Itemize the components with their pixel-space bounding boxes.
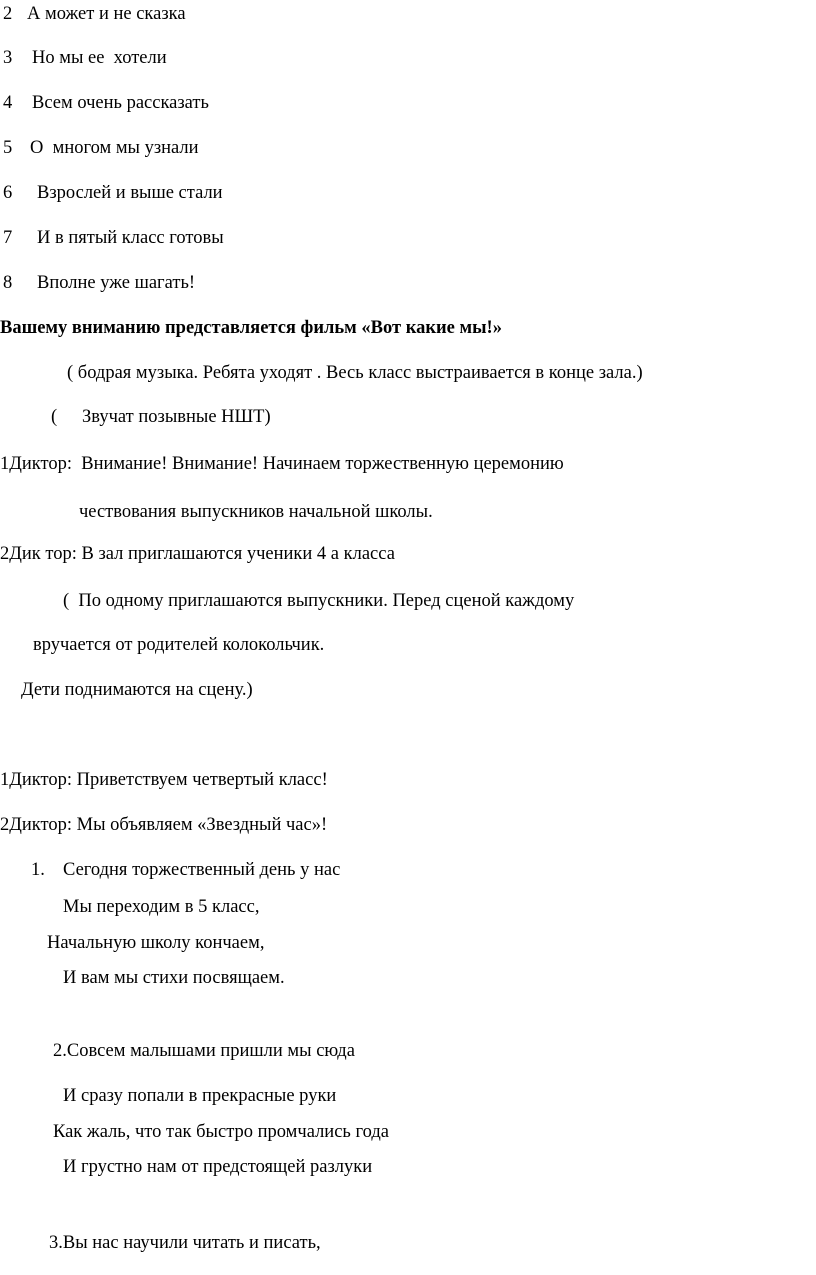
- poem-line: И сразу попали в прекрасные руки: [63, 1086, 337, 1106]
- poem-line: И грустно нам от предстоящей разлуки: [63, 1157, 373, 1177]
- stage-direction: Дети поднимаются на сцену.): [21, 680, 253, 700]
- poem-line: Мы переходим в 5 класс,: [63, 897, 260, 917]
- poem-line: 2.Совсем малышами пришли мы сюда: [53, 1041, 355, 1061]
- poem-line: И вам мы стихи посвящаем.: [63, 968, 285, 988]
- poem-line: Как жаль, что так быстро промчались года: [53, 1122, 389, 1142]
- list-item-text: Но мы ее хотели: [32, 48, 167, 68]
- list-item-text: А может и не сказка: [27, 4, 186, 24]
- list-item-text: Всем очень рассказать: [32, 93, 209, 113]
- stage-direction: ( По одному приглашаются выпускники. Перед сценой каждому: [63, 591, 575, 611]
- poem-number: 1.: [31, 860, 45, 880]
- list-item: 6 Взрослей и выше стали: [3, 183, 223, 203]
- list-item: 3 Но мы ее хотели: [3, 48, 167, 68]
- stage-direction: [51, 406, 271, 428]
- film-announcement: Вашему вниманию представляется фильм «Вот какие мы!»: [0, 318, 502, 338]
- stage-direction: вручается от родителей колокольчик.: [33, 635, 325, 655]
- list-item: 2 А может и не сказка: [3, 4, 186, 24]
- announcer-line: 2Диктор: Мы объявляем «Звездный час»!: [0, 815, 328, 835]
- announcer-line: 1Диктор: Внимание! Внимание! Начинаем торжественную церемонию: [0, 454, 564, 474]
- poem-line: 3.Вы нас научили читать и писать,: [49, 1233, 321, 1253]
- list-item-text: О многом мы узнали: [30, 138, 199, 158]
- announcer-line: чествования выпускников начальной школы.: [79, 502, 433, 522]
- poem-line-text: Сегодня торжественный день у нас: [63, 860, 341, 880]
- stage-direction-text: Звучат позывные НШТ): [82, 407, 271, 427]
- poem-line: Начальную школу кончаем,: [47, 933, 265, 953]
- list-item: 4 Всем очень рассказать: [3, 93, 209, 113]
- stage-direction-bracket: (: [51, 407, 58, 427]
- list-item: 8 Вполне уже шагать!: [3, 273, 196, 293]
- list-item-text: Взрослей и выше стали: [37, 183, 223, 203]
- stage-direction: ( бодрая музыка. Ребята уходят . Весь класс выстраивается в конце зала.): [67, 363, 643, 383]
- list-item: 5 О многом мы узнали: [3, 138, 199, 158]
- list-item-text: И в пятый класс готовы: [37, 228, 224, 248]
- announcer-line: 1Диктор: Приветствуем четвертый класс!: [0, 770, 328, 790]
- poem-line: [31, 859, 340, 881]
- list-item: 7 И в пятый класс готовы: [3, 228, 224, 248]
- announcer-line: 2Дик тор: В зал приглашаются ученики 4 а класса: [0, 544, 395, 564]
- list-item-text: Вполне уже шагать!: [37, 273, 196, 293]
